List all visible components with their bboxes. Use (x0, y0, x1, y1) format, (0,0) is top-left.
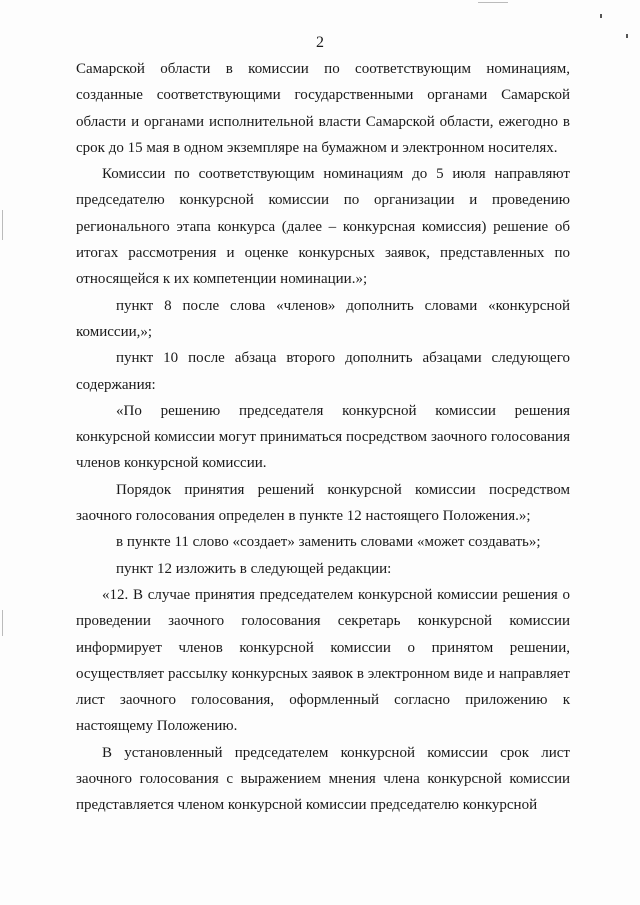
scan-mark (478, 2, 508, 3)
paragraph-continuation: Самарской области в комиссии по соответствующим номинациям, созданные соответствующими государственными органами Самарской области и органами исполнительной власти Самарской области, ежегодно в срок до 15 мая в одном экземпляре на бумажном и электронном носителях. (76, 61, 570, 156)
paragraph-item-11: в пункте 11 слово «создает» заменить словами «может создавать»; (116, 534, 541, 551)
paragraph-quoted-decision: «По решению председателя конкурсной комиссии решения конкурсной комиссии могут приниматься посредством заочного голосования членов конкурсной комиссии. (76, 402, 570, 472)
paragraph-item-12-text: «12. В случае принятия председателем конкурсной комиссии решения о проведении заочного голосования секретарь конкурсной комиссии информирует членов конкурсной комиссии о принятом решении, осуществляет рассылку конкурсных заявок в электронном виде и направляет лист заочного голосования, оформленный согласно приложению к настоящему Положению. (76, 586, 570, 735)
paragraph-decision-procedure: Порядок принятия решений конкурсной комиссии посредством заочного голосования определен в пункте 12 настоящего Положения.»; (76, 481, 570, 525)
paragraph-item-8: пункт 8 после слова «членов» дополнить словами «конкурсной комиссии,»; (76, 297, 570, 340)
scan-mark (2, 610, 3, 636)
scan-mark (2, 210, 3, 240)
scan-mark (600, 14, 602, 18)
paragraph-item-10: пункт 10 после абзаца второго дополнить абзацами следующего содержания: (76, 350, 570, 393)
paragraph-voting-sheet: В установленный председателем конкурсной комиссии срок лист заочного голосования с выражением мнения члена конкурсной комиссии представляется членом конкурсной комиссии председателю конкурсной (76, 744, 570, 814)
document-body (76, 56, 570, 819)
paragraph-item-12: пункт 12 изложить в следующей редакции: (116, 560, 392, 577)
paragraph-commissions: Комиссии по соответствующим номинациям до 5 июля направляют председателю конкурсной комиссии по организации и проведению регионального этапа конкурса (далее – конкурсная комиссия) решение об итогах рассмотрения и оценке конкурсных заявок, представленных по относящейся к их компетенции номинации.»; (76, 166, 570, 288)
page-number: 2 (316, 34, 324, 51)
